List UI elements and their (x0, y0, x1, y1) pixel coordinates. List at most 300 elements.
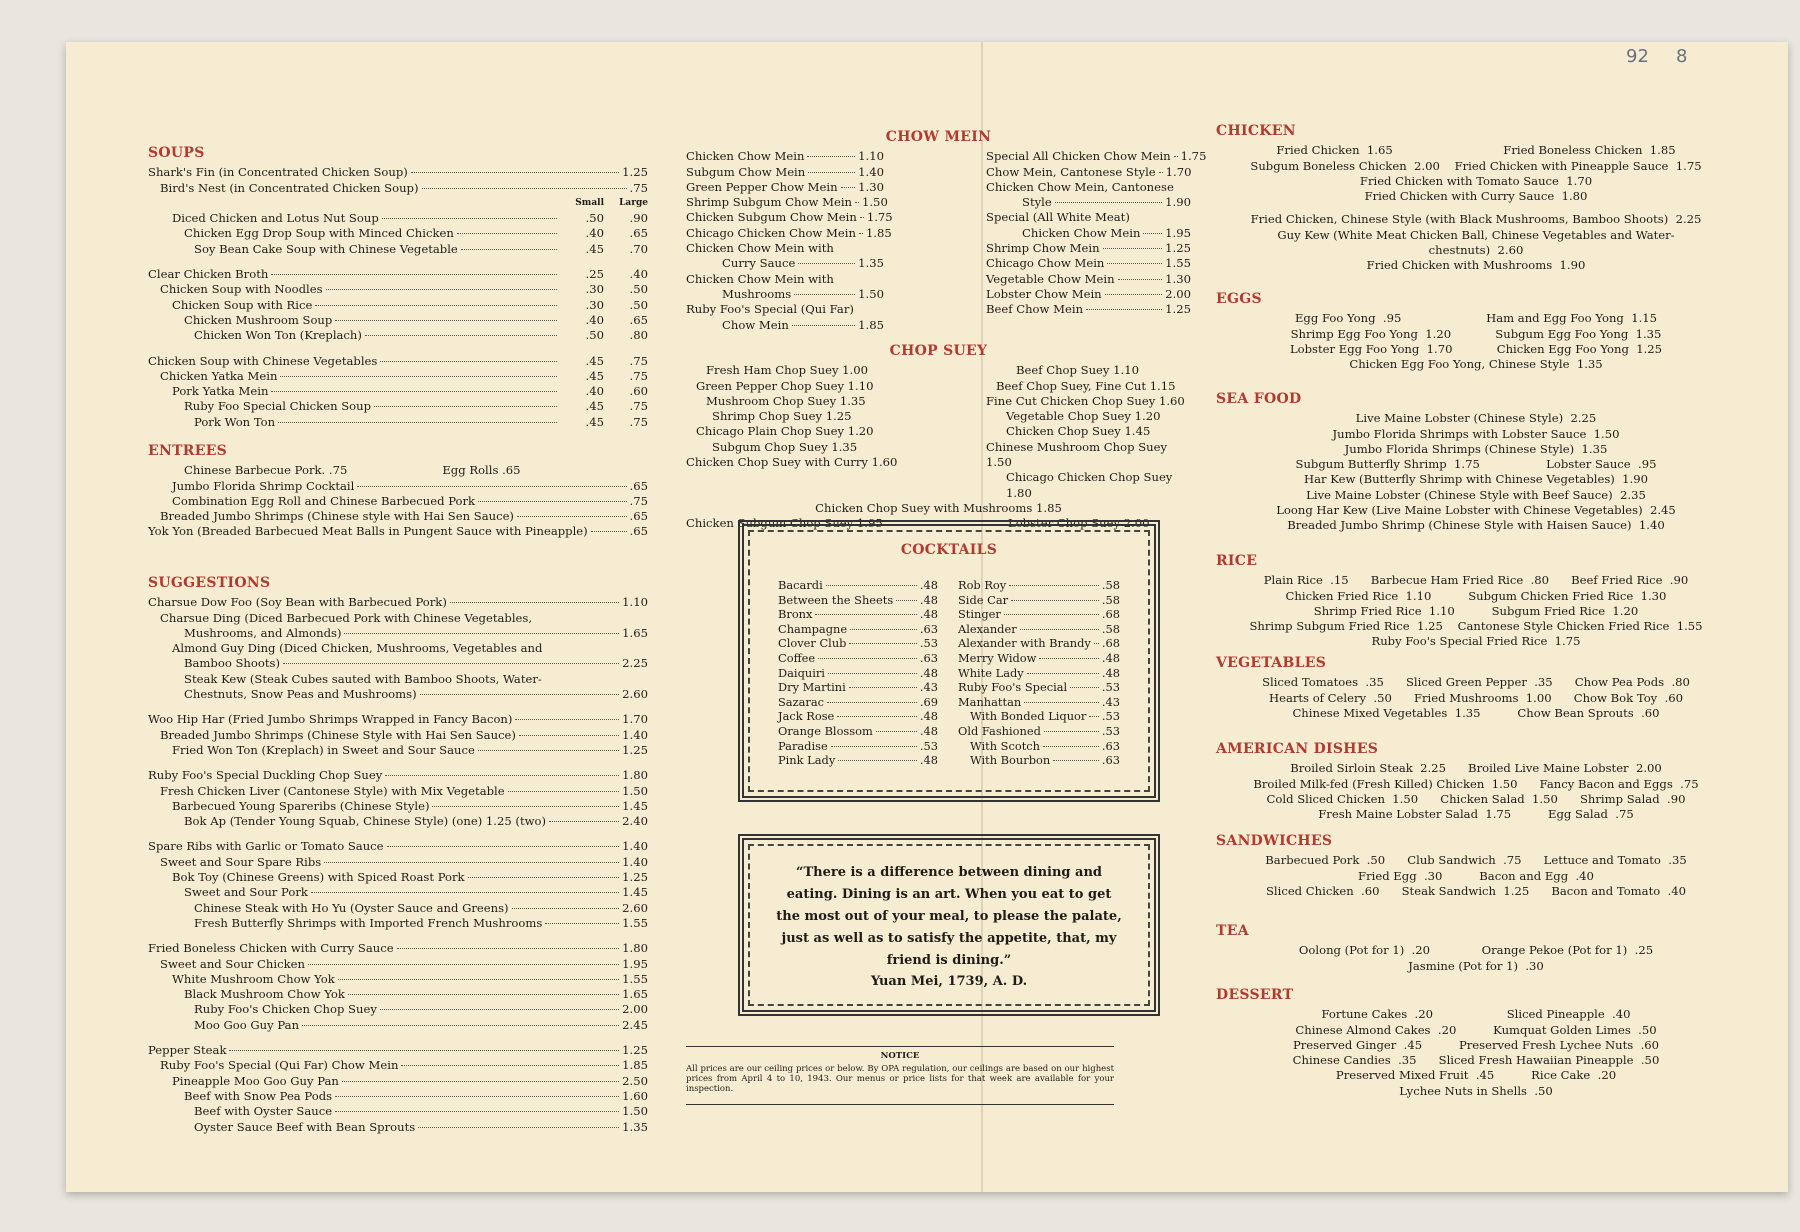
item-name: With Scotch (970, 738, 1041, 753)
menu-item (148, 165, 648, 180)
menu-line: Shrimp Egg Foo Yong 1.20 Subgum Egg Foo Yong 1.35 (1290, 326, 1662, 341)
menu-item (148, 972, 648, 987)
menu-item (148, 181, 648, 196)
menu-item (148, 226, 648, 241)
menu-item: Beef Chop Suey 1.10 (1016, 363, 1139, 378)
item-line (148, 1089, 648, 1104)
menu-item (148, 242, 648, 257)
menu-item (148, 479, 648, 494)
item-name-line: Curry Sauce (722, 256, 796, 271)
menu-line: Lobster Egg Foo Yong 1.70 Chicken Egg Foo Yong 1.25 (1289, 341, 1663, 356)
item-price: 2.25 (622, 656, 648, 671)
dot-leader (374, 406, 557, 407)
item-line (148, 957, 648, 972)
item-name: Combination Egg Roll and Chinese Barbecued Pork (172, 493, 476, 508)
menu-line: Cold Sliced Chicken 1.50 Chicken Salad 1.50 Shrimp Salad .90 (1266, 791, 1686, 806)
item-name: Bird's Nest (in Concentrated Chicken Soup) (160, 180, 419, 195)
item-name: Shark's Fin (in Concentrated Chicken Soup) (148, 165, 408, 180)
item-price-small: .40 (585, 312, 604, 327)
item-name-line: Vegetable Chow Mein (986, 271, 1115, 286)
menu-item: Fine Cut Chicken Chop Suey 1.60 (986, 393, 1185, 408)
item-price-large: .50 (629, 282, 648, 297)
dot-leader (478, 501, 626, 502)
menu-item (778, 607, 938, 622)
item-price: 1.40 (622, 839, 648, 854)
item-price: .69 (919, 694, 938, 709)
item-line (686, 210, 893, 225)
menu-item (148, 743, 648, 758)
menu-item (148, 1058, 648, 1073)
item-price: 1.25 (622, 165, 648, 180)
item-name: Clear Chicken Broth (148, 267, 269, 282)
item-price: .43 (1101, 694, 1120, 709)
item-line (986, 272, 1191, 287)
item-price: .68 (1101, 636, 1120, 651)
menu-item: Chinese Barbecue Pork . .75 Egg Rolls .65 (184, 463, 521, 478)
dot-leader (335, 1111, 619, 1112)
dot-leader (545, 923, 619, 924)
item-price-small: .45 (585, 399, 604, 414)
menu-item: Lobster Chop Suey 2.00 (1008, 516, 1150, 531)
dot-leader (1027, 673, 1099, 674)
quote-text: “There is a difference between dining and eating. Dining is an art. When you eat to get the most out of your meal, to please the palate, just as well as to satisfy the appetite, that, my friend is dining.” (776, 864, 1122, 968)
menu-item (958, 578, 1120, 593)
menu-item (148, 641, 648, 672)
item-price: 1.50 (858, 286, 884, 301)
menu-item (148, 494, 648, 509)
menu-item (958, 593, 1120, 608)
menu-line: Chinese Almond Cakes .20 Kumquat Golden Limes .50 (1295, 1022, 1657, 1037)
eggs-section (1216, 292, 1736, 372)
menu-item (686, 165, 884, 180)
menu-item (986, 149, 1207, 164)
menu-line: Chinese Candies .35 Sliced Fresh Hawaiian Pineapple .50 (1292, 1053, 1660, 1068)
menu-line: Broiled Sirloin Steak 2.25 Broiled Live Maine Lobster 2.00 (1290, 761, 1662, 776)
dot-leader (1039, 658, 1098, 659)
menu-item (686, 272, 884, 303)
menu-item: Chicken Subgum Chop Suey 1.95 (686, 516, 883, 531)
dot-leader (808, 172, 855, 173)
sandwiches-section (1216, 834, 1736, 899)
spacer (148, 344, 648, 354)
item-price: 2.00 (622, 1002, 648, 1017)
menu-item (986, 180, 1191, 211)
item-name-line: Ruby Foo's Chicken Chop Suey (194, 1002, 377, 1017)
dot-leader (1004, 614, 1099, 615)
menu-line: Hearts of Celery .50 Fried Mushrooms 1.00 Chow Bok Toy .60 (1268, 690, 1684, 705)
item-name-line: Charsue Ding (Diced Barbecued Pork with Chinese Vegetables, (160, 610, 533, 625)
item-price: 1.50 (622, 783, 648, 798)
menu-item: Fresh Ham Chop Suey 1.00 (706, 363, 868, 378)
entrees-section (148, 444, 648, 540)
dot-leader (411, 172, 619, 173)
menu-line: Fried Chicken with Curry Sauce 1.80 (1364, 189, 1588, 204)
item-price-small: .30 (585, 282, 604, 297)
item-name-line: Sweet and Sour Pork (184, 885, 308, 900)
dot-leader (432, 806, 619, 807)
section-title: SANDWICHES (1216, 833, 1333, 849)
menu-item (778, 695, 938, 710)
menu-line: Live Maine Lobster (Chinese Style with Beef Sauce) 2.35 (1306, 487, 1646, 502)
menu-item (148, 1120, 648, 1135)
item-name-line: Fried Boneless Chicken with Curry Sauce (148, 941, 394, 956)
menu-item (148, 672, 648, 703)
dot-leader (1024, 702, 1099, 703)
dot-leader (837, 716, 917, 717)
dot-leader (326, 289, 557, 290)
section-title: CHOW MEIN (885, 129, 992, 145)
dot-leader (512, 908, 620, 909)
item-line (148, 901, 648, 916)
spacer (148, 829, 648, 839)
menu-item (148, 1089, 648, 1104)
item-price: 1.75 (1180, 149, 1207, 164)
menu-item (148, 712, 648, 727)
dot-leader (461, 249, 557, 250)
dot-leader (335, 1096, 619, 1097)
item-name-line: Almond Guy Ding (Diced Chicken, Mushrooms, Vegetables and (172, 641, 543, 656)
item-price: 1.70 (622, 712, 648, 727)
handwritten-number: 92 (1626, 46, 1649, 67)
item-price: .48 (919, 607, 938, 622)
item-name-line: Sweet and Sour Chicken (160, 956, 305, 971)
section-title: AMERICAN DISHES (1216, 741, 1379, 757)
item-name-line: Ruby Foo's Special (Qui Far) (686, 302, 854, 317)
dot-leader (849, 687, 917, 688)
dot-leader (308, 964, 619, 965)
item-name: Chicken Soup with Chinese Vegetables (148, 353, 378, 368)
item-price: .65 (629, 524, 648, 539)
item-name: Daiquiri (778, 665, 825, 680)
item-price: .53 (1101, 723, 1120, 738)
dot-leader (1009, 585, 1099, 586)
menu-item (148, 855, 648, 870)
menu-item (148, 267, 648, 282)
menu-item (148, 870, 648, 885)
american-section (1216, 742, 1736, 822)
item-line (686, 225, 892, 241)
item-price-large: .75 (629, 368, 648, 383)
item-line (686, 195, 888, 210)
item-name-line: Barbecued Young Spareribs (Chinese Style) (172, 798, 430, 813)
dot-leader (859, 233, 863, 234)
item-name: Jack Rose (778, 709, 835, 724)
item-name: Pork Yatka Mein (172, 384, 269, 399)
section-title: SEA FOOD (1216, 391, 1302, 407)
menu-item (686, 180, 884, 195)
item-line (686, 149, 884, 164)
menu-line: Chinese Mixed Vegetables 1.35 Chow Bean Sprouts .60 (1292, 705, 1660, 720)
dot-leader (324, 862, 619, 863)
menu-item (148, 399, 648, 414)
menu-line: Fried Chicken, Chinese Style (with Black Mushrooms, Bamboo Shoots) 2.25 (1250, 212, 1702, 227)
dessert-section (1216, 988, 1736, 1099)
item-name: Side Car (958, 592, 1009, 607)
item-price: 2.40 (622, 814, 648, 829)
menu-item (958, 680, 1120, 695)
dot-leader (382, 218, 557, 219)
item-price-small: .50 (585, 328, 604, 343)
menu-line: Sliced Tomatoes .35 Sliced Green Pepper .35 Chow Pea Pods .80 (1262, 675, 1690, 690)
item-name-line: Steak Kew (Steak Cubes sauted with Bamboo Shoots, Water- (184, 671, 542, 686)
menu-item: Green Pepper Chop Suey 1.10 (696, 378, 874, 393)
dot-leader (815, 614, 916, 615)
menu-item (148, 1043, 648, 1058)
item-line (148, 916, 648, 931)
menu-item (148, 1104, 648, 1119)
dot-leader (818, 658, 917, 659)
item-name-line: Charsue Dow Foo (Soy Bean with Barbecued Pork) (148, 595, 447, 610)
item-name-line: Bok Ap (Tender Young Squab, Chinese Style) (one) 1.25 (two) (184, 814, 547, 829)
item-name-line: Fresh Butterfly Shrimps with Imported French Mushrooms (194, 915, 543, 930)
item-price: .63 (919, 621, 938, 636)
item-price: .63 (1101, 738, 1120, 753)
item-price: 1.80 (622, 941, 648, 956)
notice-title: NOTICE (880, 1051, 920, 1061)
item-name-line: Bok Toy (Chinese Greens) with Spiced Roast Pork (172, 870, 465, 885)
item-price: 1.75 (866, 210, 893, 225)
menu-item (778, 724, 938, 739)
menu-item (778, 651, 938, 666)
section-title: VEGETABLES (1216, 655, 1327, 671)
section-title: SUGGESTIONS (148, 575, 271, 591)
item-name-line: Chow Mein (722, 317, 789, 332)
item-name: Paradise (778, 738, 828, 753)
item-price: .48 (919, 578, 938, 592)
menu-item (148, 784, 648, 799)
item-price-small: .30 (585, 297, 604, 312)
item-price: .48 (919, 723, 938, 738)
item-price: 1.50 (622, 1104, 648, 1119)
item-name-line: Chicken Chow Mein (1022, 225, 1141, 240)
item-name: Yok Yon (Breaded Barbecued Meat Balls in Pungent Sauce with Pineapple) (148, 524, 588, 539)
item-line (686, 256, 884, 271)
menu-item: Subgum Chop Suey 1.35 (712, 439, 858, 454)
item-price: .43 (919, 680, 938, 695)
menu-item (148, 354, 648, 369)
dot-leader (387, 846, 620, 847)
menu-line: Live Maine Lobster (Chinese Style) 2.25 (1355, 411, 1597, 426)
item-name-line: White Mushroom Chow Yok (172, 971, 335, 986)
dot-leader (517, 516, 627, 517)
dot-leader (849, 643, 916, 644)
dot-leader (1086, 309, 1162, 310)
dot-leader (794, 294, 855, 295)
dot-leader (457, 233, 557, 234)
item-line (986, 165, 1191, 180)
item-price-small: .40 (585, 384, 604, 399)
menu-line: Subgum Boneless Chicken 2.00 Fried Chicken with Pineapple Sauce 1.75 (1250, 158, 1702, 173)
item-name: Alexander (958, 621, 1017, 636)
item-line (686, 165, 884, 180)
item-name-line: Chow Mein, Cantonese Style (986, 164, 1156, 179)
menu-item: Chicago Chicken Chop Suey 1.80 (1006, 470, 1173, 500)
item-line (148, 1104, 648, 1119)
item-line (986, 226, 1191, 241)
item-price: .58 (1101, 592, 1120, 607)
menu-item (148, 799, 648, 814)
item-price-large: .50 (629, 297, 648, 312)
item-name-line: Beef Chow Mein (986, 302, 1084, 317)
menu-line: Subgum Butterfly Shrimp 1.75 Lobster Sauce .95 (1295, 457, 1657, 472)
dot-leader (1055, 202, 1162, 203)
dot-leader (357, 486, 626, 487)
dot-leader (855, 202, 859, 203)
dot-leader (229, 1050, 619, 1051)
menu-item (958, 724, 1120, 739)
item-price: .53 (919, 636, 938, 651)
menu-line: Preserved Ginger .45 Preserved Fresh Lychee Nuts .60 (1292, 1037, 1660, 1052)
item-name: Breaded Jumbo Shrimps (Chinese style with Hai Sen Sauce) (160, 509, 514, 524)
item-name: Between the Sheets (778, 592, 894, 607)
item-price-small: .45 (585, 414, 604, 429)
item-line (686, 318, 884, 333)
item-name: Jumbo Florida Shrimp Cocktail (172, 478, 355, 493)
item-line (148, 712, 648, 727)
menu-item (148, 211, 648, 226)
item-name: Diced Chicken and Lotus Nut Soup (172, 211, 379, 226)
dot-leader (1118, 279, 1163, 280)
menu-line: Plain Rice .15 Barbecue Ham Fried Rice .80 Beef Fried Rice .90 (1263, 573, 1689, 588)
item-price: 1.65 (622, 625, 648, 640)
item-name: Dry Martini (778, 680, 846, 695)
cocktails-box (738, 520, 1160, 802)
menu-line: Preserved Mixed Fruit .45 Rice Cake .20 (1335, 1068, 1617, 1083)
spacer (148, 931, 648, 941)
item-price: 1.85 (858, 317, 884, 332)
item-name-line: Chicken Chow Mein, Cantonese (986, 179, 1174, 194)
item-name: Coffee (778, 650, 816, 665)
menu-item (148, 941, 648, 956)
menu-item (778, 593, 938, 608)
item-price-large: .60 (629, 384, 648, 399)
dot-leader (450, 602, 619, 603)
item-name: Pork Won Ton (194, 414, 276, 429)
menu-item: Mushroom Chop Suey 1.35 (706, 393, 866, 408)
soups-section (148, 146, 648, 430)
item-name: Champagne (778, 621, 848, 636)
menu-item (686, 225, 892, 241)
item-price: 1.95 (622, 956, 648, 971)
small-label: Small (575, 197, 604, 208)
dot-leader (342, 1081, 619, 1082)
menu-item (778, 636, 938, 651)
dot-leader (302, 1025, 619, 1026)
item-name: Soy Bean Cake Soup with Chinese Vegetable (194, 241, 458, 256)
dot-leader (468, 877, 620, 878)
item-line (148, 870, 648, 885)
dot-leader (841, 187, 856, 188)
dot-leader (1094, 643, 1099, 644)
menu-item (986, 210, 1191, 241)
dot-leader (792, 325, 855, 326)
item-price: .48 (919, 753, 938, 768)
spacer (148, 758, 648, 768)
item-name: Rob Roy (958, 578, 1007, 592)
dot-leader (860, 217, 864, 218)
menu-line: Har Kew (Butterfly Shrimp with Chinese Vegetables) 1.90 (1303, 472, 1648, 487)
item-price: 2.60 (622, 900, 648, 915)
item-price: 1.25 (1165, 241, 1191, 256)
menu-item: Chicken Chop Suey with Mushrooms 1.85 (815, 500, 1062, 515)
menu-item (148, 916, 648, 931)
menu-item (986, 241, 1191, 256)
item-price: 1.85 (865, 225, 892, 240)
item-price: 1.65 (622, 987, 648, 1002)
menu-line: Fried Chicken with Tomato Sauce 1.70 (1359, 173, 1593, 188)
menu-sheet (66, 42, 1788, 1192)
section-title: DESSERT (1216, 987, 1294, 1003)
menu-item (148, 384, 648, 399)
item-name-line: Beef with Oyster Sauce (194, 1104, 333, 1119)
menu-item (148, 328, 648, 343)
dot-leader (283, 663, 619, 664)
dot-leader (1143, 233, 1162, 234)
menu-item (958, 753, 1120, 768)
dot-leader (1174, 156, 1178, 157)
item-price: 1.25 (622, 742, 648, 757)
item-name: Manhattan (958, 694, 1022, 709)
menu-item (148, 957, 648, 972)
item-name: Sazarac (778, 694, 825, 709)
item-price: 1.90 (1165, 195, 1191, 210)
item-name: Stinger (958, 607, 1001, 622)
menu-item (958, 607, 1120, 622)
menu-item (148, 901, 648, 916)
item-name-line: Fried Won Ton (Kreplach) in Sweet and Sour Sauce (172, 742, 475, 757)
item-name-line: Chinese Steak with Ho Yu (Oyster Sauce and Greens) (194, 900, 509, 915)
item-line (986, 287, 1191, 302)
size-headers (148, 196, 648, 211)
item-line (148, 839, 648, 854)
item-line (148, 784, 648, 799)
menu-line: Fortune Cakes .20 Sliced Pineapple .40 (1321, 1007, 1631, 1022)
menu-item (778, 739, 938, 754)
item-price: .58 (1101, 578, 1120, 592)
menu-line: Oolong (Pot for 1) .20 Orange Pekoe (Pot for 1) .25 (1298, 943, 1654, 958)
item-line (148, 768, 648, 783)
item-line (148, 1002, 648, 1017)
item-name-line: Spare Ribs with Garlic or Tomato Sauce (148, 839, 384, 854)
dot-leader (1044, 731, 1099, 732)
item-line (148, 595, 648, 610)
spacer (148, 702, 648, 712)
menu-item (148, 839, 648, 854)
menu-item: Shrimp Chop Suey 1.25 (712, 409, 852, 424)
section-title: ENTREES (148, 443, 228, 459)
notice (686, 1046, 1114, 1105)
item-price-large: .75 (629, 414, 648, 429)
menu-item (148, 595, 648, 610)
menu-line: Chicken Egg Foo Yong, Chinese Style 1.35 (1349, 357, 1603, 372)
item-price-large: .40 (629, 267, 648, 282)
item-price: 1.85 (622, 1058, 648, 1073)
item-name-line: Special All Chicken Chow Mein (986, 149, 1171, 164)
menu-line: Fried Chicken with Mushrooms 1.90 (1366, 258, 1586, 273)
handwritten-number: 8 (1676, 46, 1688, 67)
menu-item (686, 241, 884, 272)
item-price: .48 (1101, 665, 1120, 680)
item-name-line: Chicken Subgum Chow Mein (686, 210, 857, 225)
item-line (148, 941, 648, 956)
dot-leader (896, 600, 917, 601)
dot-leader (838, 760, 917, 761)
item-price-large: .70 (629, 241, 648, 256)
item-price-small: .50 (585, 211, 604, 226)
item-name-line: Woo Hip Har (Fried Jumbo Shrimps Wrapped in Fancy Bacon) (148, 712, 513, 727)
menu-line: Barbecued Pork .50 Club Sandwich .75 Lettuce and Tomato .35 (1265, 853, 1687, 868)
item-name-line: Oyster Sauce Beef with Bean Sprouts (194, 1119, 416, 1134)
